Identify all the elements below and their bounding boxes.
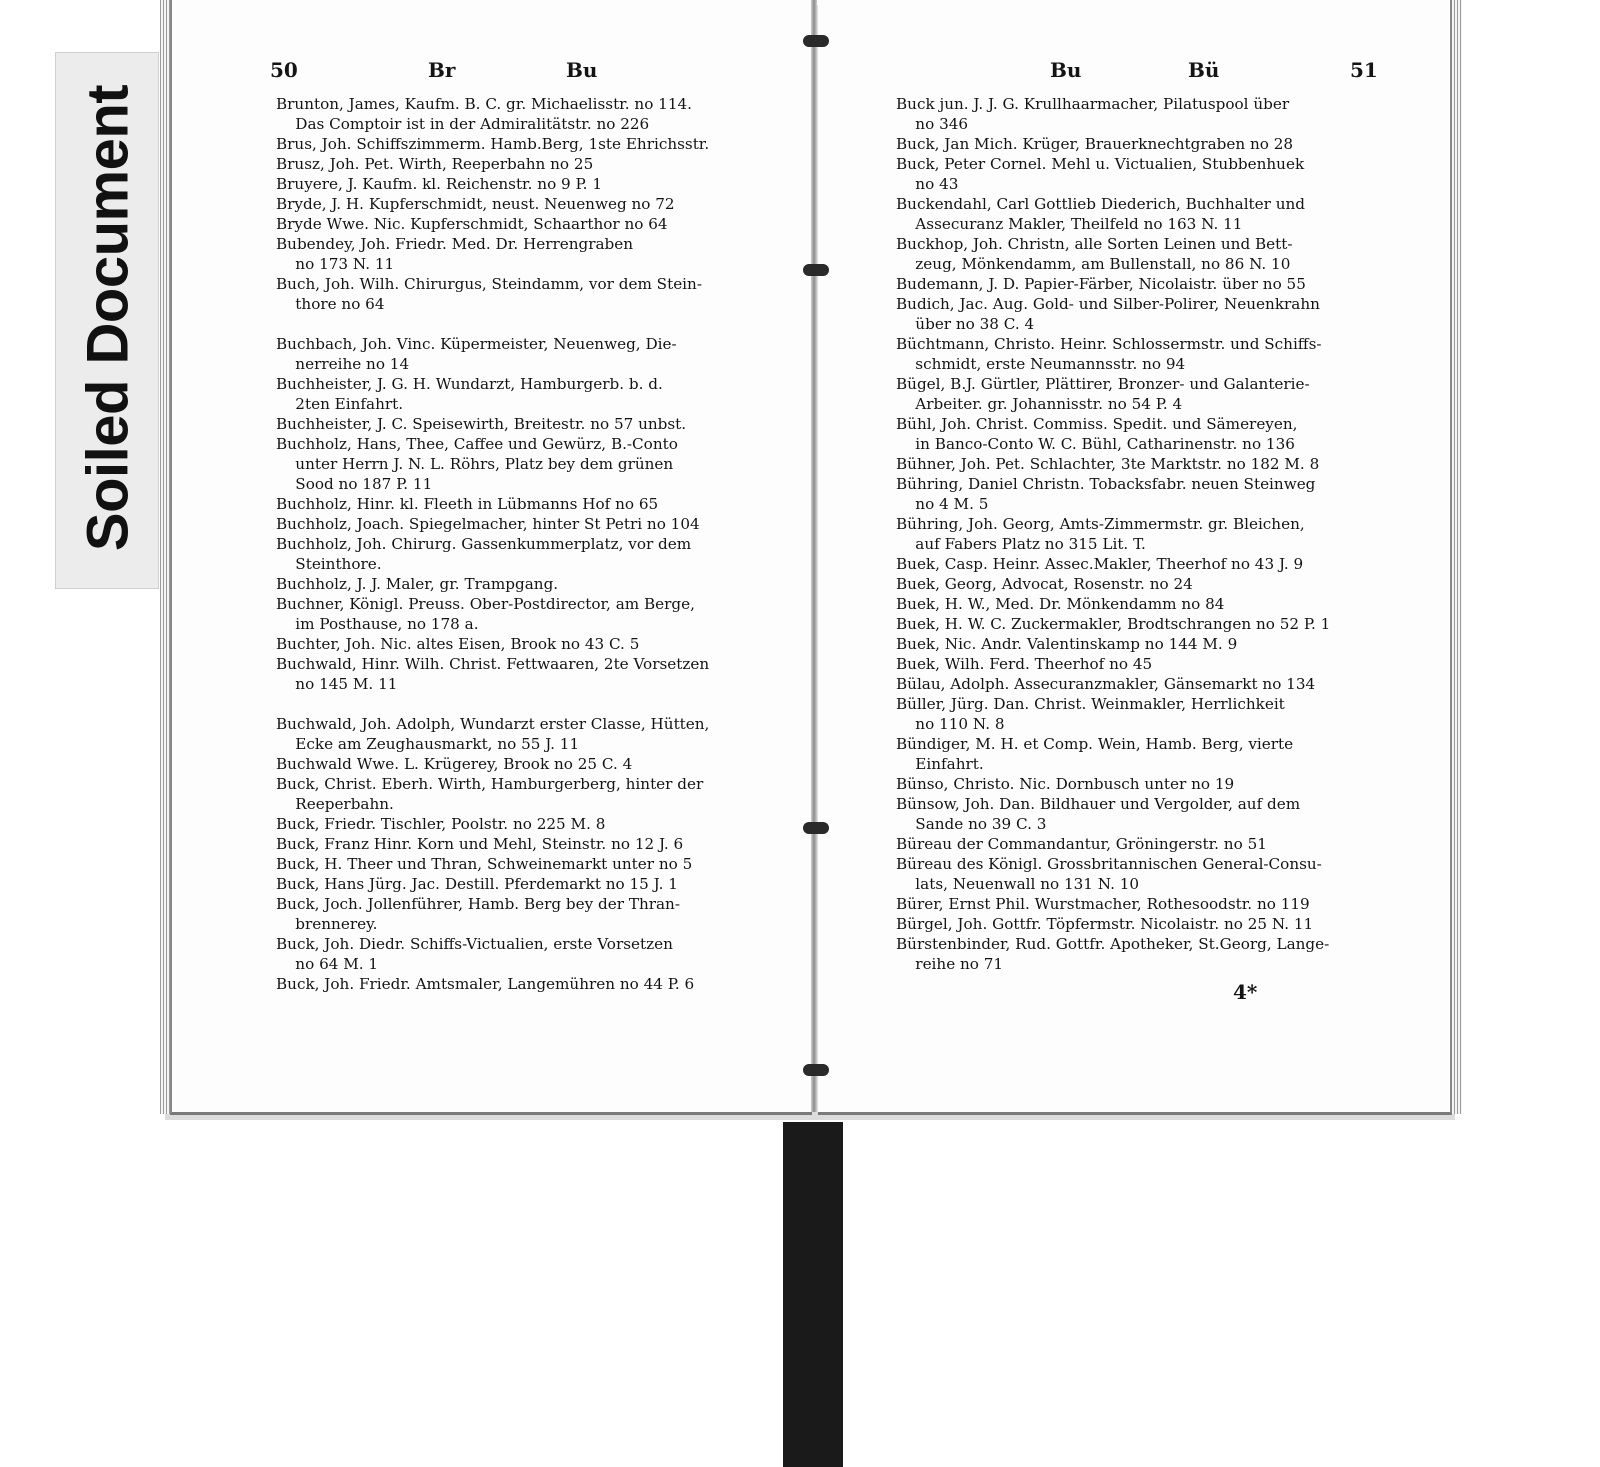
directory-entry-line: Ecke am Zeughausmarkt, no 55 J. 11 <box>276 735 580 753</box>
directory-entry-line: Bülau, Adolph. Assecuranzmakler, Gänsemarkt no 134 <box>896 675 1316 693</box>
directory-entry-line: Bühner, Joh. Pet. Schlachter, 3te Marktstr. no 182 M. 8 <box>896 455 1320 473</box>
directory-entry-line: Budich, Jac. Aug. Gold- und Silber-Polirer, Neuenkrahn <box>896 295 1320 313</box>
directory-entry-line: Buek, Nic. Andr. Valentinskamp no 144 M. 9 <box>896 635 1238 653</box>
directory-entry-line: Bürstenbinder, Rud. Gottfr. Apotheker, St.Georg, Lange- <box>896 935 1330 953</box>
directory-entry-line: nerreihe no 14 <box>276 355 410 373</box>
directory-entry-line: Buchheister, J. G. H. Wundarzt, Hamburgerb. b. d. <box>276 375 663 393</box>
page-number: 50 <box>270 58 298 82</box>
directory-entry-line: Bühl, Joh. Christ. Commiss. Spedit. und Sämereyen, <box>896 415 1298 433</box>
binding-stitch <box>803 822 829 834</box>
directory-entry-line <box>276 694 709 714</box>
right-directory-entries <box>896 94 1330 974</box>
directory-entry-line: Buchholz, Hinr. kl. Fleeth in Lübmanns Hof no 65 <box>276 495 659 513</box>
directory-entry-line: Büreau der Commandantur, Gröningerstr. no 51 <box>896 835 1267 853</box>
directory-entry-line: Bündiger, M. H. et Comp. Wein, Hamb. Berg, vierte <box>896 735 1294 753</box>
directory-entry-line: Buek, Wilh. Ferd. Theerhof no 45 <box>896 655 1153 673</box>
directory-entry-line: Buchner, Königl. Preuss. Ober-Postdirector, am Berge, <box>276 595 695 613</box>
directory-entry-line: Buchwald Wwe. L. Krügerey, Brook no 25 C. 4 <box>276 755 633 773</box>
directory-entry-line: no 145 M. 11 <box>276 675 398 693</box>
directory-entry-line: Sood no 187 P. 11 <box>276 475 433 493</box>
directory-entry-line: Bubendey, Joh. Friedr. Med. Dr. Herrengraben <box>276 235 634 253</box>
directory-entry-line: Buchholz, Joh. Chirurg. Gassenkummerplatz, vor dem <box>276 535 692 553</box>
directory-entry-line: 2ten Einfahrt. <box>276 395 404 413</box>
directory-entry-line: unter Herrn J. N. L. Röhrs, Platz bey dem grünen <box>276 455 674 473</box>
directory-entry-line: Arbeiter. gr. Johannisstr. no 54 P. 4 <box>896 395 1183 413</box>
directory-entry-line: Einfahrt. <box>896 755 984 773</box>
directory-entry-line: Buchholz, J. J. Maler, gr. Trampgang. <box>276 575 559 593</box>
directory-entry-line: lats, Neuenwall no 131 N. 10 <box>896 875 1140 893</box>
directory-entry-line: Buchwald, Joh. Adolph, Wundarzt erster Classe, Hütten, <box>276 715 710 733</box>
binding-stitch <box>803 264 829 276</box>
directory-entry-line: Bryde, J. H. Kupferschmidt, neust. Neuenweg no 72 <box>276 195 675 213</box>
directory-entry-line: no 43 <box>896 175 959 193</box>
directory-entry-line: Buchholz, Joach. Spiegelmacher, hinter St Petri no 104 <box>276 515 700 533</box>
directory-entry-line: Das Comptoir ist in der Admiralitätstr. no 226 <box>276 115 650 133</box>
directory-entry-line: Brunton, James, Kaufm. B. C. gr. Michaelisstr. no 114. <box>276 95 692 113</box>
directory-entry-line: Buck, Joh. Diedr. Schiffs-Victualien, erste Vorsetzen <box>276 935 673 953</box>
directory-entry-line: Bryde Wwe. Nic. Kupferschmidt, Schaarthor no 64 <box>276 215 668 233</box>
directory-entry-line: zeug, Mönkendamm, am Bullenstall, no 86 N. 10 <box>896 255 1291 273</box>
directory-entry-line: Buek, H. W. C. Zuckermakler, Brodtschrangen no 52 P. 1 <box>896 615 1331 633</box>
directory-entry-line: auf Fabers Platz no 315 Lit. T. <box>896 535 1146 553</box>
directory-entry-line: Buchbach, Joh. Vinc. Küpermeister, Neuenweg, Die- <box>276 335 677 353</box>
directory-entry-line: no 4 M. 5 <box>896 495 989 513</box>
directory-entry-line: Bünso, Christo. Nic. Dornbusch unter no 19 <box>896 775 1235 793</box>
directory-entry-line: Brusz, Joh. Pet. Wirth, Reeperbahn no 25 <box>276 155 594 173</box>
right-page-header <box>1050 52 1380 88</box>
directory-entry-line: Buchter, Joh. Nic. altes Eisen, Brook no 43 C. 5 <box>276 635 640 653</box>
directory-entry-line: Buck, Jan Mich. Krüger, Brauerknechtgraben no 28 <box>896 135 1294 153</box>
directory-entry-line: Buck, Joh. Friedr. Amtsmaler, Langemühren no 44 P. 6 <box>276 975 695 993</box>
directory-entry-line: im Posthause, no 178 a. <box>276 615 479 633</box>
directory-entry-line: Buek, Casp. Heinr. Assec.Makler, Theerhof no 43 J. 9 <box>896 555 1304 573</box>
directory-entry-line: reihe no 71 <box>896 955 1004 973</box>
directory-entry-line: Buck, Hans Jürg. Jac. Destill. Pferdemarkt no 15 J. 1 <box>276 875 678 893</box>
directory-entry-line: Buck, H. Theer und Thran, Schweinemarkt unter no 5 <box>276 855 693 873</box>
running-head-right: Bü <box>1188 58 1220 82</box>
directory-entry-line: Buek, Georg, Advocat, Rosenstr. no 24 <box>896 575 1193 593</box>
running-head-left: Br <box>428 58 456 82</box>
directory-entry-line: Bürer, Ernst Phil. Wurstmacher, Rothesoodstr. no 119 <box>896 895 1310 913</box>
directory-entry-line: Assecuranz Makler, Theilfeld no 163 N. 11 <box>896 215 1243 233</box>
running-head-right: Bu <box>566 58 598 82</box>
directory-entry-line: no 173 N. 11 <box>276 255 395 273</box>
directory-entry-line: Büller, Jürg. Dan. Christ. Weinmakler, Herrlichkeit <box>896 695 1285 713</box>
directory-entry-line: Bühring, Daniel Christn. Tobacksfabr. neuen Steinweg <box>896 475 1316 493</box>
directory-entry-line: Buck, Friedr. Tischler, Poolstr. no 225 M. 8 <box>276 815 606 833</box>
directory-entry-line: Sande no 39 C. 3 <box>896 815 1047 833</box>
directory-entry-line: Buchheister, J. C. Speisewirth, Breitestr. no 57 unbst. <box>276 415 687 433</box>
directory-entry-line: Bünsow, Joh. Dan. Bildhauer und Vergolder, auf dem <box>896 795 1301 813</box>
directory-entry-line: Brus, Joh. Schiffszimmerm. Hamb.Berg, 1ste Ehrichsstr. <box>276 135 710 153</box>
directory-entry-line: Buckhop, Joh. Christn, alle Sorten Leinen und Bett- <box>896 235 1293 253</box>
bookmark-ribbon <box>783 1122 843 1467</box>
directory-entry-line: Buchholz, Hans, Thee, Caffee und Gewürz, B.-Conto <box>276 435 678 453</box>
directory-entry-line: no 64 M. 1 <box>276 955 379 973</box>
left-directory-entries <box>276 94 709 994</box>
left-page-header <box>270 52 790 88</box>
directory-entry-line: Buckendahl, Carl Gottlieb Diederich, Buchhalter und <box>896 195 1306 213</box>
directory-entry-line: Buck, Christ. Eberh. Wirth, Hamburgerberg, hinter der <box>276 775 704 793</box>
directory-entry-line: in Banco-Conto W. C. Bühl, Catharinenstr. no 136 <box>896 435 1295 453</box>
directory-entry-line: brennerey. <box>276 915 378 933</box>
directory-entry-line: Buek, H. W., Med. Dr. Mönkendamm no 84 <box>896 595 1225 613</box>
directory-entry-line: Buck, Peter Cornel. Mehl u. Victualien, Stubbenhuek <box>896 155 1305 173</box>
signature-mark: 4* <box>1233 980 1258 1004</box>
directory-entry-line <box>276 314 709 334</box>
directory-entry-line: über no 38 C. 4 <box>896 315 1035 333</box>
directory-entry-line: thore no 64 <box>276 295 385 313</box>
directory-entry-line: Bühring, Joh. Georg, Amts-Zimmermstr. gr. Bleichen, <box>896 515 1305 533</box>
directory-entry-line: Buck, Joch. Jollenführer, Hamb. Berg bey der Thran- <box>276 895 680 913</box>
directory-entry-line: Steinthore. <box>276 555 382 573</box>
directory-entry-line: Büreau des Königl. Grossbritannischen General-Consu- <box>896 855 1322 873</box>
directory-entry-line: Reeperbahn. <box>276 795 394 813</box>
directory-entry-line: no 346 <box>896 115 969 133</box>
soiled-document-label: Soiled Document <box>75 84 141 552</box>
directory-entry-line: Büchtmann, Christo. Heinr. Schlossermstr. und Schiffs- <box>896 335 1322 353</box>
book-gutter <box>811 0 817 1112</box>
directory-entry-line: Buchwald, Hinr. Wilh. Christ. Fettwaaren, 2te Vorsetzen <box>276 655 710 673</box>
directory-entry-line: Buck, Franz Hinr. Korn und Mehl, Steinstr. no 12 J. 6 <box>276 835 684 853</box>
binding-stitch <box>803 35 829 47</box>
directory-entry-line: Budemann, J. D. Papier-Färber, Nicolaistr. über no 55 <box>896 275 1306 293</box>
directory-entry-line: Bürgel, Joh. Gottfr. Töpfermstr. Nicolaistr. no 25 N. 11 <box>896 915 1314 933</box>
binding-stitch <box>803 1064 829 1076</box>
directory-entry-line: Buch, Joh. Wilh. Chirurgus, Steindamm, vor dem Stein- <box>276 275 702 293</box>
running-head-left: Bu <box>1050 58 1082 82</box>
directory-entry-line: schmidt, erste Neumannsstr. no 94 <box>896 355 1186 373</box>
page-number: 51 <box>1350 58 1378 82</box>
directory-entry-line: Buck jun. J. J. G. Krullhaarmacher, Pilatuspool über <box>896 95 1290 113</box>
directory-entry-line: Bügel, B.J. Gürtler, Plättirer, Bronzer- und Galanterie- <box>896 375 1310 393</box>
directory-entry-line: no 110 N. 8 <box>896 715 1005 733</box>
directory-entry-line: Bruyere, J. Kaufm. kl. Reichenstr. no 9 P. 1 <box>276 175 602 193</box>
